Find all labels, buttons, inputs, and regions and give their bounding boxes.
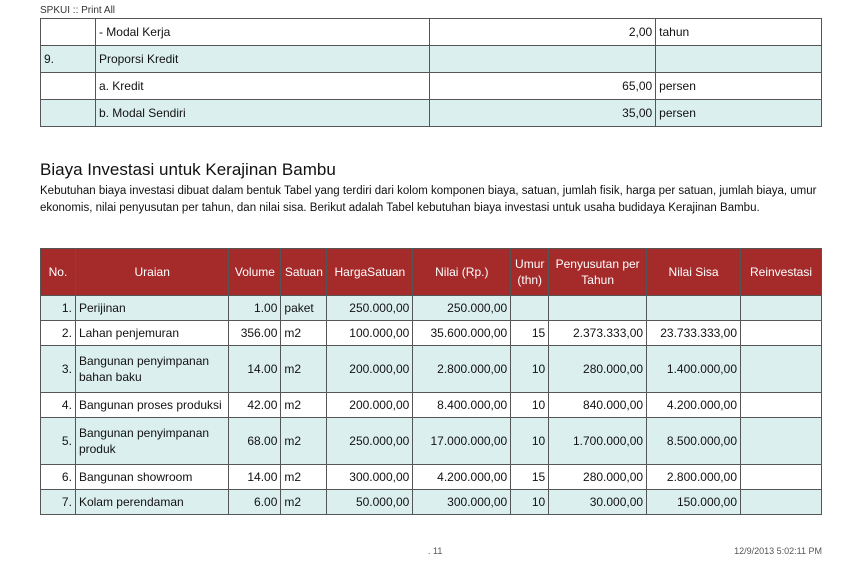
proportion-cell-unit: persen [656,100,822,127]
cell-satuan: m2 [281,465,327,490]
cell-uraian: Lahan penjemuran [75,321,229,346]
cell-umur: 10 [511,490,549,515]
column-header: Nilai Sisa [647,249,741,296]
cell-uraian: Kolam perendaman [75,490,229,515]
cell-umur: 10 [511,418,549,465]
cell-reinvestasi [741,490,822,515]
proportion-cell-value: 65,00 [430,73,656,100]
cell-no: 3. [41,346,76,393]
cell-sisa: 1.400.000,00 [647,346,741,393]
cell-penyusutan [549,296,647,321]
cell-harga: 100.000,00 [327,321,413,346]
cell-harga: 300.000,00 [327,465,413,490]
cell-no: 6. [41,465,76,490]
column-header: No. [41,249,76,296]
cell-sisa: 23.733.333,00 [647,321,741,346]
proportion-row [41,100,822,127]
cell-penyusutan: 280.000,00 [549,465,647,490]
cell-uraian: Bangunan penyimpanan bahan baku [75,346,229,393]
cell-reinvestasi [741,346,822,393]
cell-no: 7. [41,490,76,515]
proportion-cell-no: 9. [41,46,96,73]
cell-penyusutan: 30.000,00 [549,490,647,515]
proportion-cell-item: - Modal Kerja [95,19,430,46]
proportion-cell-value: 2,00 [430,19,656,46]
cell-harga: 250.000,00 [327,418,413,465]
cell-sisa: 2.800.000,00 [647,465,741,490]
table-row [41,321,822,346]
cell-sisa: 150.000,00 [647,490,741,515]
table-row [41,418,822,465]
cell-no: 2. [41,321,76,346]
cell-umur [511,296,549,321]
column-header: Uraian [75,249,229,296]
proportion-table [40,18,822,127]
cell-umur: 10 [511,393,549,418]
proportion-row [41,73,822,100]
cell-penyusutan: 2.373.333,00 [549,321,647,346]
cell-uraian: Bangunan proses produksi [75,393,229,418]
cell-uraian: Bangunan showroom [75,465,229,490]
cell-umur: 10 [511,346,549,393]
cell-satuan: m2 [281,418,327,465]
cell-volume: 14.00 [229,465,281,490]
proportion-cell-item: a. Kredit [95,73,430,100]
column-header: Reinvestasi [741,249,822,296]
cell-harga: 200.000,00 [327,346,413,393]
cell-satuan: paket [281,296,327,321]
cell-uraian: Perijinan [75,296,229,321]
cell-harga: 250.000,00 [327,296,413,321]
cell-penyusutan: 280.000,00 [549,346,647,393]
proportion-cell-item: b. Modal Sendiri [95,100,430,127]
cell-volume: 68.00 [229,418,281,465]
table-row [41,490,822,515]
cell-penyusutan: 840.000,00 [549,393,647,418]
cell-reinvestasi [741,296,822,321]
print-timestamp: 12/9/2013 5:02:11 PM [734,546,822,556]
investment-table [40,248,822,515]
section-description: Kebutuhan biaya investasi dibuat dalam bentuk Tabel yang terdiri dari kolom komponen biaya, satuan, jumlah fisik, harga per satuan, jumlah biaya, umur ekonomis, nilai penyusutan per tahun, dan nilai sisa. Berikut adalah Tabel kebutuhan biaya investasi untuk usaha budidaya Kerajinan Bambu. [40,185,817,214]
cell-nilai: 250.000,00 [413,296,511,321]
cell-nilai: 2.800.000,00 [413,346,511,393]
cell-reinvestasi [741,418,822,465]
proportion-cell-unit [656,46,822,73]
cell-satuan: m2 [281,393,327,418]
investment-table-header [41,249,822,296]
cell-no: 4. [41,393,76,418]
cell-penyusutan: 1.700.000,00 [549,418,647,465]
cell-no: 5. [41,418,76,465]
table-row [41,393,822,418]
column-header: Nilai (Rp.) [413,249,511,296]
table-row [41,346,822,393]
proportion-cell-no [41,100,96,127]
table-row [41,465,822,490]
cell-umur: 15 [511,321,549,346]
proportion-cell-value [430,46,656,73]
cell-volume: 6.00 [229,490,281,515]
cell-satuan: m2 [281,321,327,346]
proportion-cell-no [41,19,96,46]
proportion-cell-unit: persen [656,73,822,100]
table-row [41,296,822,321]
column-header: HargaSatuan [327,249,413,296]
cell-volume: 14.00 [229,346,281,393]
proportion-cell-no [41,73,96,100]
cell-sisa: 8.500.000,00 [647,418,741,465]
cell-nilai: 35.600.000,00 [413,321,511,346]
cell-reinvestasi [741,393,822,418]
cell-nilai: 8.400.000,00 [413,393,511,418]
cell-nilai: 4.200.000,00 [413,465,511,490]
column-header: Volume [229,249,281,296]
column-header: Satuan [281,249,327,296]
column-header: Penyusutan per Tahun [549,249,647,296]
cell-volume: 1.00 [229,296,281,321]
cell-reinvestasi [741,321,822,346]
proportion-cell-value: 35,00 [430,100,656,127]
cell-harga: 50.000,00 [327,490,413,515]
cell-reinvestasi [741,465,822,490]
proportion-cell-unit: tahun [656,19,822,46]
proportion-row [41,46,822,73]
cell-uraian: Bangunan penyimpanan produk [75,418,229,465]
section-title: Biaya Investasi untuk Kerajinan Bambu [40,160,336,179]
cell-sisa: 4.200.000,00 [647,393,741,418]
cell-satuan: m2 [281,490,327,515]
cell-umur: 15 [511,465,549,490]
cell-no: 1. [41,296,76,321]
cell-sisa [647,296,741,321]
proportion-row [41,19,822,46]
cell-nilai: 300.000,00 [413,490,511,515]
print-header-label: SPKUI :: Print All [40,5,116,16]
column-header: Umur (thn) [511,249,549,296]
cell-nilai: 17.000.000,00 [413,418,511,465]
proportion-cell-item: Proporsi Kredit [95,46,430,73]
cell-volume: 356.00 [229,321,281,346]
cell-harga: 200.000,00 [327,393,413,418]
cell-volume: 42.00 [229,393,281,418]
cell-satuan: m2 [281,346,327,393]
page-number: . 11 [428,546,443,556]
